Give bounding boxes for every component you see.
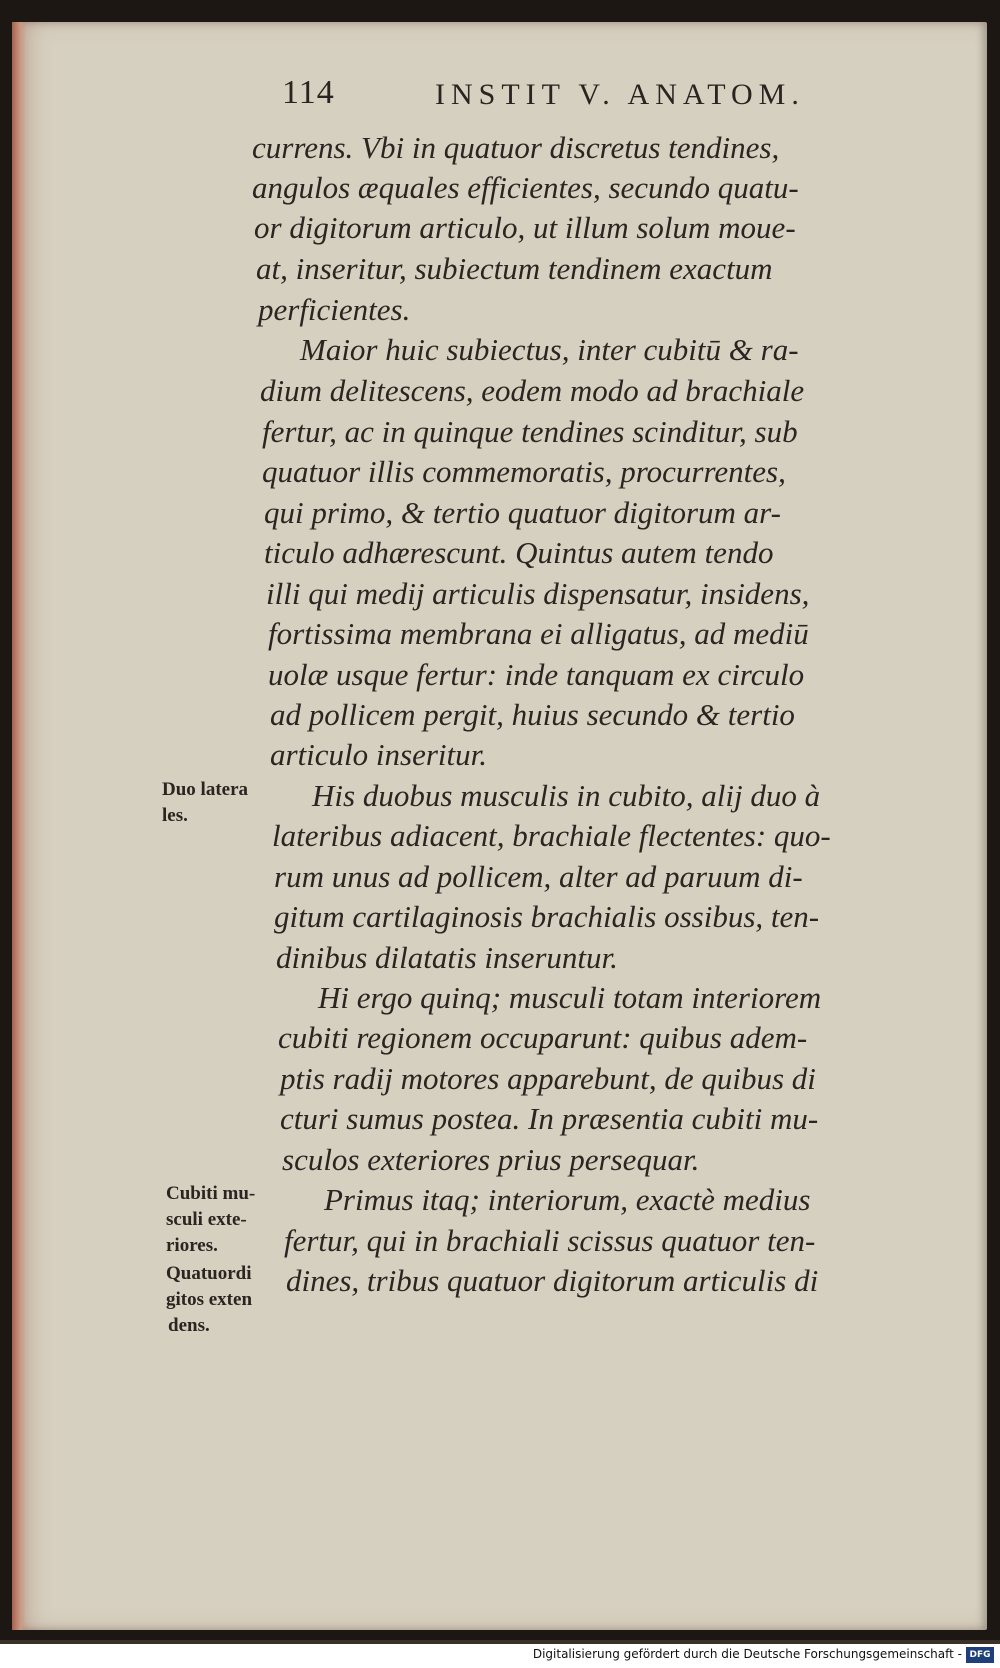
text-line: ticulo adhærescunt. Quintus autem tendo <box>264 535 774 570</box>
running-title: INSTIT V. ANATOM. <box>435 78 805 111</box>
text-line: ptis radij motores apparebunt, de quibus di <box>280 1061 816 1096</box>
margin-note: dens. <box>168 1315 210 1336</box>
text-line: rum unus ad pollicem, alter ad paruum di- <box>274 859 803 894</box>
text-line: angulos æquales efficientes, secundo quatu- <box>252 170 799 205</box>
text-line: fortissima membrana ei alligatus, ad mediū <box>268 616 809 651</box>
text-line: currens. Vbi in quatuor discretus tendines, <box>252 130 780 165</box>
text-line: quatuor illis commemoratis, procurrentes, <box>262 454 786 489</box>
digitization-footer <box>0 1644 1000 1668</box>
footer-credit: Digitalisierung gefördert durch die Deutsche Forschungsgemeinschaft - <box>532 1647 962 1661</box>
text-line: or digitorum articulo, ut illum solum moue- <box>254 210 796 245</box>
text-line: Hi ergo quinq; musculi totam interiorem <box>318 980 822 1015</box>
text-line: fertur, ac in quinque tendines scinditur, sub <box>262 414 798 449</box>
text-line: Maior huic subiectus, inter cubitū & ra- <box>300 332 799 367</box>
text-line: illi qui medij articulis dispensatur, insidens, <box>266 576 810 611</box>
margin-note: sculi exte- <box>166 1209 247 1230</box>
text-line: sculos exteriores prius persequar. <box>282 1142 700 1177</box>
dfg-logo-icon: DFG <box>966 1647 994 1663</box>
page-number: 114 <box>282 74 335 111</box>
text-line: gitum cartilaginosis brachialis ossibus, ten- <box>274 899 820 934</box>
text-line: articulo inseritur. <box>270 737 488 772</box>
text-line: His duobus musculis in cubito, alij duo à <box>312 778 821 813</box>
running-head <box>0 74 1000 120</box>
text-line: lateribus adiacent, brachiale flectentes: quo- <box>272 818 831 853</box>
margin-note: les. <box>162 805 188 826</box>
text-line: uolæ usque fertur: inde tanquam ex circulo <box>268 657 805 692</box>
text-line: Primus itaq; interiorum, exactè medius <box>324 1182 811 1217</box>
margin-note: Cubiti mu- <box>166 1183 256 1204</box>
text-line: cubiti regionem occuparunt: quibus adem- <box>278 1020 808 1055</box>
text-line: dium delitescens, eodem modo ad brachiale <box>260 373 805 408</box>
text-line: ad pollicem pergit, huius secundo & tertio <box>270 697 795 732</box>
text-line: qui primo, & tertio quatuor digitorum ar- <box>264 495 781 530</box>
margin-note: riores. <box>166 1235 218 1256</box>
margin-note: Quatuordi <box>166 1263 252 1284</box>
text-line: dinibus dilatatis inseruntur. <box>276 940 618 975</box>
text-line: perficientes. <box>258 292 411 327</box>
margin-note: gitos exten <box>166 1289 253 1310</box>
page-edge-shadow <box>12 22 26 1630</box>
text-line: at, inseritur, subiectum tendinem exactum <box>256 251 773 286</box>
text-line: dines, tribus quatuor digitorum articulis di <box>286 1263 819 1298</box>
text-line: cturi sumus postea. In præsentia cubiti mu- <box>280 1101 819 1136</box>
text-line: fertur, qui in brachiali scissus quatuor ten- <box>284 1223 816 1258</box>
margin-note: Duo latera <box>162 779 249 800</box>
